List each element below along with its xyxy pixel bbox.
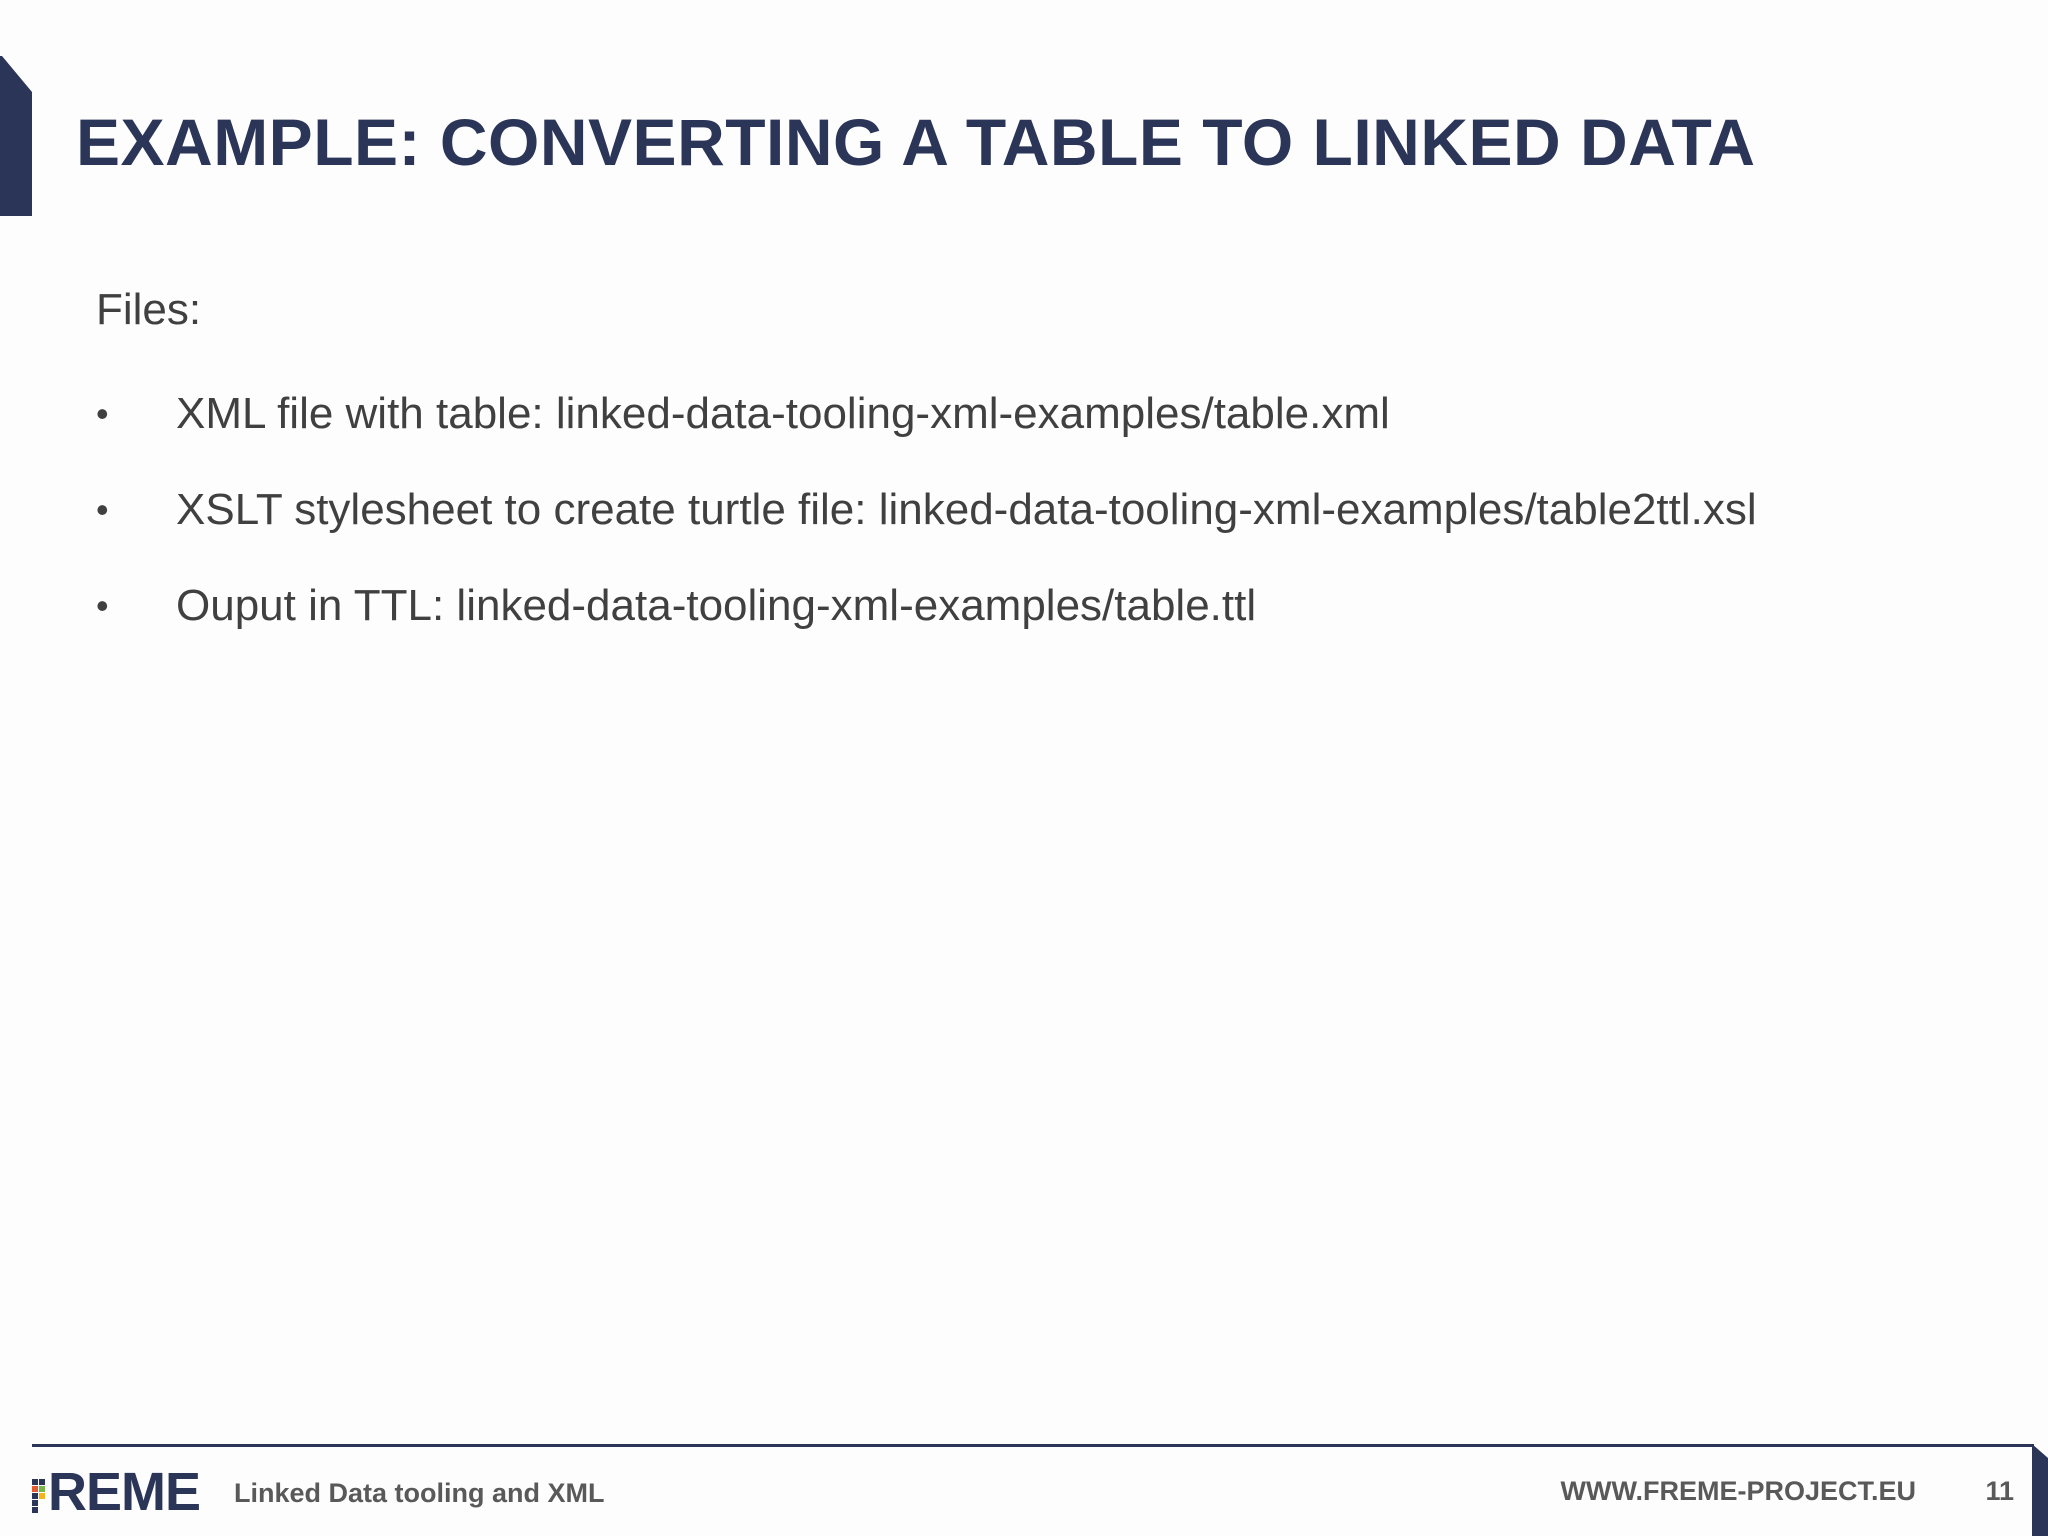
- bullet-icon: •: [96, 393, 109, 434]
- footer-website-link[interactable]: WWW.FREME-PROJECT.EU: [1560, 1476, 1916, 1506]
- list-item-text: Ouput in TTL: linked-data-tooling-xml-examples/table.ttl: [176, 581, 1257, 630]
- footer-divider: [32, 1444, 2034, 1447]
- file-list: [96, 384, 1996, 636]
- list-item: [96, 576, 1996, 636]
- logo-wordmark: REME: [48, 1462, 201, 1522]
- freme-logo: [32, 1464, 200, 1520]
- bullet-icon: •: [96, 585, 109, 626]
- list-item-text: XML file with table: linked-data-tooling-xml-examples/table.xml: [176, 389, 1390, 438]
- footer-document-title: Linked Data tooling and XML: [234, 1478, 605, 1508]
- bullet-icon: •: [96, 489, 109, 530]
- slide-title: EXAMPLE: CONVERTING A TABLE TO LINKED DATA: [76, 105, 1756, 179]
- list-item: [96, 480, 1996, 540]
- list-item: [96, 384, 1996, 444]
- slide-footer: [0, 1460, 2048, 1530]
- corner-accent-tab: [0, 56, 32, 216]
- page-number: 11: [1985, 1476, 2014, 1506]
- slide-body: [96, 280, 1996, 672]
- freme-logo-mark-icon: [32, 1469, 46, 1515]
- list-item-text: XSLT stylesheet to create turtle file: linked-data-tooling-xml-examples/table2ttl.xsl: [176, 485, 1757, 534]
- files-label: Files:: [96, 285, 202, 334]
